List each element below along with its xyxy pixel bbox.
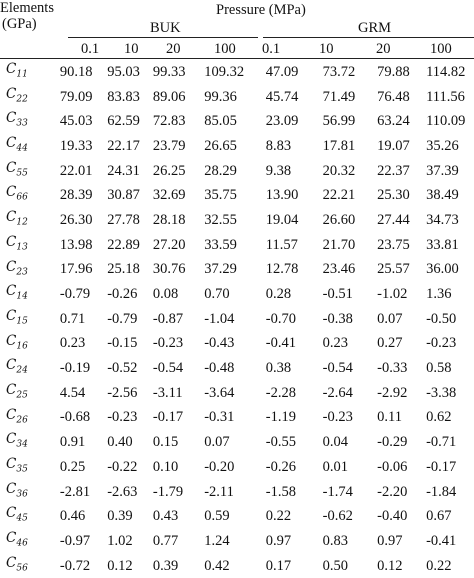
group-grm-rule [263,37,474,38]
element-label [0,60,60,85]
element-symbol: C [6,332,17,349]
value-cell: -0.17 [426,458,457,475]
element-symbol: C [6,505,17,522]
element-subscript: 11 [16,69,28,80]
element-symbol: C [6,258,17,275]
value-cell: 45.03 [59,113,93,130]
value-cell: -0.40 [377,508,408,525]
value-cell: 17.81 [322,137,356,154]
value-cell: 35.75 [204,187,237,204]
pressure-col-3: 20 [166,41,181,57]
table-row [0,480,474,505]
value-cell: 17.96 [59,261,93,278]
element-label [0,381,60,406]
element-subscript: 35 [16,464,28,475]
value-cell: -0.26 [107,286,138,303]
table-row [0,529,474,554]
value-cell: 56.99 [322,113,356,130]
value-cell: 0.07 [377,310,403,327]
table-row [0,430,474,455]
value-cell: -0.71 [426,434,457,451]
value-cell: 28.18 [152,211,186,228]
value-cell: 32.69 [152,187,186,204]
table-row [0,504,474,529]
value-cell: 0.83 [322,532,349,549]
value-cell: 23.46 [322,261,356,278]
elements-header: Elements [0,0,54,16]
value-cell: 23.09 [265,113,299,130]
value-cell: 34.73 [426,211,459,228]
value-cell: 89.06 [152,88,186,105]
element-symbol: C [6,135,17,152]
element-subscript: 33 [16,119,28,130]
value-cell: -0.62 [322,508,353,525]
element-symbol: C [6,110,17,127]
value-cell: -0.54 [152,360,184,377]
value-cell: 95.03 [107,63,140,80]
element-subscript: 66 [16,193,28,204]
value-cell: -0.06 [377,458,408,475]
element-label [0,356,60,381]
value-cell: 22.37 [377,162,410,179]
value-cell: 28.29 [204,162,237,179]
table-row [0,356,474,381]
value-cell: 24.31 [107,162,140,179]
element-label [0,455,60,480]
value-cell: 0.01 [322,458,349,475]
value-cell: -0.72 [59,557,91,574]
element-label [0,183,60,208]
element-label [0,406,60,431]
value-cell: -0.48 [204,360,235,377]
table-row [0,60,474,85]
value-cell: 0.04 [322,434,349,451]
value-cell: -2.64 [322,384,353,401]
value-cell: 19.04 [265,211,299,228]
table-row [0,233,474,258]
value-cell: 0.58 [426,360,452,377]
value-cell: 90.18 [59,63,93,80]
value-cell: 19.07 [377,137,410,154]
value-cell: -2.92 [377,384,408,401]
header-rule [0,58,474,59]
value-cell: 21.70 [322,236,356,253]
value-cell: -2.11 [204,483,234,500]
element-symbol: C [6,480,17,497]
value-cell: 0.50 [322,557,349,574]
element-symbol: C [6,406,17,423]
element-subscript: 14 [16,291,28,302]
value-cell: -0.15 [107,335,138,352]
value-cell: 0.67 [426,508,452,525]
group-grm-header: GRM [358,20,392,36]
element-label [0,430,60,455]
value-cell: 37.29 [204,261,237,278]
value-cell: 0.12 [377,557,403,574]
element-symbol: C [6,456,17,472]
value-cell: 85.05 [204,113,237,130]
value-cell: 27.78 [107,211,140,228]
value-cell: 0.71 [59,310,86,327]
value-cell: 110.09 [426,113,466,130]
value-cell: -3.64 [204,384,235,401]
value-cell: 0.25 [59,458,86,475]
element-label [0,208,60,233]
element-subscript: 24 [16,365,28,376]
element-label [0,554,60,578]
element-label [0,85,60,110]
value-cell: 63.24 [377,113,410,130]
value-cell: -0.38 [322,310,353,327]
element-symbol: C [6,61,17,77]
value-cell: 0.27 [377,335,403,352]
value-cell: -0.97 [59,532,91,549]
unit-header: (GPa) [2,16,37,32]
element-symbol: C [6,307,17,324]
value-cell: 79.88 [377,63,410,80]
value-cell: 12.78 [265,261,299,278]
value-cell: 0.23 [322,335,349,352]
pressure-col-1: 0.1 [81,41,100,57]
value-cell: -0.22 [107,458,138,475]
value-cell: 33.81 [426,236,459,253]
group-buk-rule [68,37,258,38]
value-cell: 0.23 [59,335,86,352]
element-subscript: 36 [16,489,28,500]
element-subscript: 25 [16,390,28,401]
value-cell: 73.72 [322,63,356,80]
value-cell: 71.49 [322,88,356,105]
value-cell: 23.75 [377,236,410,253]
value-cell: -0.55 [265,434,296,451]
value-cell: 79.09 [59,88,93,105]
value-cell: -0.17 [152,409,184,426]
element-subscript: 13 [16,242,28,253]
value-cell: -2.56 [107,384,138,401]
value-cell: -0.31 [204,409,235,426]
pressure-col-8: 100 [430,41,452,57]
element-subscript: 34 [16,440,28,450]
table-row [0,381,474,406]
value-cell: 0.39 [107,508,133,525]
value-cell: -0.23 [322,409,353,426]
value-cell: 13.90 [265,187,299,204]
element-symbol: C [6,184,17,201]
value-cell: 9.38 [265,162,292,179]
element-subscript: 44 [16,143,28,154]
value-cell: 19.33 [59,137,93,154]
value-cell: 0.10 [152,458,179,475]
value-cell: 45.74 [265,88,299,105]
element-subscript: 45 [16,514,28,525]
value-cell: 0.91 [59,434,86,451]
pressure-col-6: 10 [319,41,334,57]
element-label [0,480,60,505]
pressure-header: Pressure (MPa) [216,2,306,18]
pressure-col-2: 10 [124,41,139,57]
value-cell: 1.36 [426,286,452,303]
pressure-col-4: 100 [214,41,236,57]
value-cell: 38.49 [426,187,459,204]
table-row [0,258,474,283]
value-cell: -1.19 [265,409,296,426]
table-row [0,159,474,184]
element-subscript: 56 [16,563,28,574]
table-body [0,60,474,578]
element-subscript: 12 [16,217,28,228]
value-cell: 62.59 [107,113,140,130]
value-cell: -1.79 [152,483,184,500]
value-cell: 0.28 [265,286,292,303]
value-cell: 0.46 [59,508,86,525]
element-symbol: C [6,381,17,398]
value-cell: 76.48 [377,88,410,105]
value-cell: -0.23 [152,335,184,352]
value-cell: 0.62 [426,409,452,426]
value-cell: 25.30 [377,187,410,204]
element-symbol: C [6,85,17,102]
value-cell: 0.15 [152,434,179,451]
table-row [0,134,474,159]
table-row [0,282,474,307]
value-cell: 25.57 [377,261,410,278]
group-buk-header: BUK [150,20,181,36]
value-cell: 0.07 [204,434,230,451]
value-cell: 30.76 [152,261,186,278]
value-cell: 0.40 [107,434,133,451]
value-cell: -1.58 [265,483,296,500]
pressure-col-7: 20 [376,41,391,57]
value-cell: 0.59 [204,508,230,525]
value-cell: 72.83 [152,113,186,130]
value-cell: 114.82 [426,63,466,80]
element-label [0,529,60,554]
value-cell: 22.89 [107,236,140,253]
table-row [0,332,474,357]
value-cell: 32.55 [204,211,237,228]
element-subscript: 15 [16,316,28,327]
value-cell: 11.57 [265,236,298,253]
value-cell: -0.29 [377,434,408,451]
value-cell: -0.87 [152,310,184,327]
value-cell: 0.38 [265,360,292,377]
value-cell: 0.12 [107,557,133,574]
value-cell: 0.22 [265,508,292,525]
value-cell: -0.19 [59,360,91,377]
table-row [0,183,474,208]
value-cell: 26.60 [322,211,356,228]
value-cell: -3.38 [426,384,457,401]
value-cell: 22.17 [107,137,140,154]
table-row [0,208,474,233]
value-cell: -2.63 [107,483,138,500]
value-cell: -1.84 [426,483,457,500]
element-label [0,159,60,184]
value-cell: 22.21 [322,187,356,204]
value-cell: 27.20 [152,236,186,253]
value-cell: 1.02 [107,532,133,549]
value-cell: -0.70 [265,310,296,327]
value-cell: 0.42 [204,557,230,574]
element-symbol: C [6,554,17,571]
value-cell: -2.20 [377,483,408,500]
value-cell: -0.79 [59,286,91,303]
value-cell: 4.54 [59,384,86,401]
element-symbol: C [6,357,17,374]
value-cell: 0.11 [377,409,402,426]
value-cell: -0.54 [322,360,353,377]
value-cell: 23.79 [152,137,186,154]
value-cell: -0.52 [107,360,138,377]
value-cell: -0.50 [426,310,457,327]
value-cell: -0.23 [426,335,457,352]
element-subscript: 16 [16,341,28,352]
value-cell: 27.44 [377,211,410,228]
value-cell: 25.18 [107,261,140,278]
element-label [0,504,60,529]
value-cell: 99.36 [204,88,237,105]
value-cell: -0.26 [265,458,296,475]
table-row [0,455,474,480]
table-row [0,85,474,110]
value-cell: -0.33 [377,360,408,377]
value-cell: 26.30 [59,211,93,228]
value-cell: 36.00 [426,261,459,278]
value-cell: -3.11 [152,384,183,401]
value-cell: -1.02 [377,286,408,303]
element-label [0,282,60,307]
value-cell: 0.43 [152,508,179,525]
value-cell: 0.70 [204,286,230,303]
element-symbol: C [6,159,17,176]
value-cell: -0.23 [107,409,138,426]
value-cell: -0.41 [426,532,457,549]
value-cell: 26.65 [204,137,237,154]
value-cell: 8.83 [265,137,292,154]
value-cell: 111.56 [426,88,465,105]
value-cell: 83.83 [107,88,140,105]
value-cell: 20.32 [322,162,356,179]
value-cell: 47.09 [265,63,299,80]
value-cell: 99.33 [152,63,186,80]
element-label [0,134,60,159]
elastic-constants-table [0,60,474,578]
value-cell: -0.41 [265,335,296,352]
value-cell: 1.24 [204,532,230,549]
value-cell: -0.79 [107,310,138,327]
value-cell: -1.74 [322,483,353,500]
element-subscript: 22 [16,94,28,105]
element-symbol: C [6,233,17,250]
value-cell: 0.22 [426,557,452,574]
element-label [0,307,60,332]
element-symbol: C [6,283,17,300]
value-cell: 30.87 [107,187,140,204]
value-cell: -2.81 [59,483,91,500]
value-cell: 0.97 [265,532,292,549]
value-cell: 0.17 [265,557,292,574]
value-cell: 13.98 [59,236,93,253]
value-cell: -0.51 [322,286,353,303]
value-cell: 28.39 [59,187,93,204]
value-cell: -0.68 [59,409,91,426]
element-label [0,109,60,134]
value-cell: -1.04 [204,310,235,327]
element-label [0,258,60,283]
table-row [0,109,474,134]
value-cell: 22.01 [59,162,93,179]
element-subscript: 55 [16,168,28,179]
value-cell: 0.39 [152,557,179,574]
element-symbol: C [6,431,17,448]
value-cell: 0.08 [152,286,179,303]
element-symbol: C [6,209,17,226]
element-symbol: C [6,530,17,547]
value-cell: 37.39 [426,162,459,179]
value-cell: -0.20 [204,458,235,475]
pressure-col-5: 0.1 [262,41,281,57]
value-cell: 26.25 [152,162,186,179]
table-row [0,554,474,578]
value-cell: -2.28 [265,384,296,401]
value-cell: -0.43 [204,335,235,352]
value-cell: 0.77 [152,532,179,549]
table-row [0,406,474,431]
table-row [0,307,474,332]
element-label [0,233,60,258]
element-subscript: 26 [16,415,28,426]
element-label [0,332,60,357]
value-cell: 35.26 [426,137,459,154]
value-cell: 0.97 [377,532,403,549]
element-subscript: 46 [16,538,28,549]
value-cell: 33.59 [204,236,237,253]
value-cell: 109.32 [204,63,245,80]
element-subscript: 23 [16,267,28,278]
